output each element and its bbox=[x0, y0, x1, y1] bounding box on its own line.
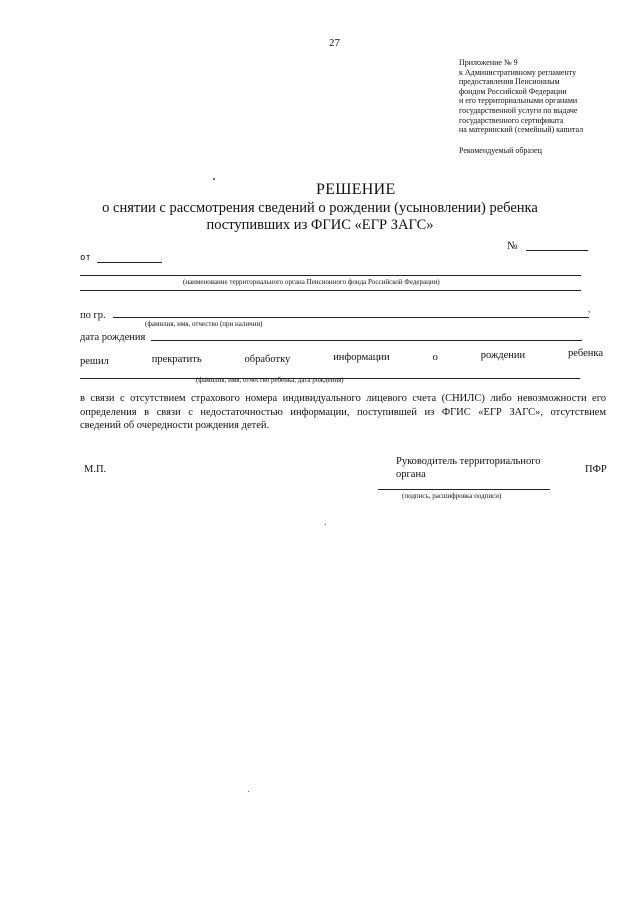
document-subtitle-line2: поступивших из ФГИС «ЕГР ЗАГС» bbox=[206, 217, 434, 233]
document-subtitle-line1: о снятии с рассмотрения сведений о рождении (усыновлении) ребенка bbox=[102, 200, 538, 216]
child-caption: (фамилия, имя, отчество ребенка, дата рождения) bbox=[196, 376, 344, 384]
document-title: РЕШЕНИЕ bbox=[316, 181, 396, 198]
decision-word: обработку bbox=[244, 354, 291, 365]
decision-word: решил bbox=[80, 356, 109, 367]
appendix-line: на материнский (семейный) капитал bbox=[459, 125, 584, 135]
scan-speck bbox=[248, 791, 249, 792]
appendix-line: к Административному регламенту bbox=[459, 67, 577, 77]
appendix-line: и его территориальными органами bbox=[459, 96, 578, 106]
appendix-line: Приложение № 9 bbox=[459, 58, 518, 67]
signature-field[interactable] bbox=[378, 489, 550, 490]
appendix-line: государственной услуги по выдаче bbox=[459, 105, 578, 115]
org-caption: (наименование территориального органа Пенсионного фонда Российской Федерации) bbox=[183, 278, 440, 286]
org-name-field[interactable] bbox=[80, 275, 581, 276]
decision-word: информации bbox=[333, 352, 390, 363]
appendix-line: предоставления Пенсионным bbox=[459, 77, 560, 87]
appendix-block bbox=[459, 58, 583, 135]
stamp-label: М.П. bbox=[84, 464, 107, 475]
scan-speck bbox=[213, 178, 215, 180]
citizen-name-field[interactable] bbox=[113, 317, 589, 318]
appendix-line: государственного сертификата bbox=[459, 115, 564, 125]
number-field[interactable] bbox=[526, 250, 588, 251]
birthdate-field[interactable] bbox=[151, 340, 582, 341]
from-label: от bbox=[80, 253, 91, 263]
appendix-line: фондом Российской Федерации bbox=[459, 86, 567, 96]
comma-mark: , bbox=[588, 304, 591, 314]
pfr-label: ПФР bbox=[585, 464, 607, 475]
reason-line: в связи с отсутствием страхового номера индивидуального лицевого счета (СНИЛС) либо невозможности его bbox=[80, 393, 606, 404]
signature-caption: (подпись, расшифровка подписи) bbox=[402, 492, 502, 500]
sample-note: Рекомендуемый образец bbox=[459, 146, 542, 155]
decision-word: о bbox=[432, 352, 438, 363]
from-date-field[interactable] bbox=[97, 262, 162, 263]
reason-paragraph bbox=[80, 392, 606, 433]
citizen-caption: (фамилия, имя, отчество (при наличии) bbox=[145, 320, 263, 328]
page-number: 27 bbox=[329, 37, 340, 49]
scan-speck bbox=[325, 524, 326, 525]
reason-line: сведений об очередности рождения детей. bbox=[80, 420, 270, 431]
citizen-label: по гр. bbox=[80, 310, 106, 321]
decision-line bbox=[80, 350, 603, 367]
decision-word: ребенка bbox=[568, 348, 603, 359]
org-name-field-continued[interactable] bbox=[80, 290, 581, 291]
head-title-line1: Руководитель территориального bbox=[396, 456, 541, 467]
decision-word: рождении bbox=[480, 350, 526, 361]
birthdate-label: дата рождения bbox=[80, 332, 146, 343]
decision-word: прекратить bbox=[151, 354, 202, 365]
reason-line: определения в связи с недостаточностью информации, поступившей из ФГИС «ЕГР ЗАГС», отсутствием bbox=[80, 406, 606, 418]
head-title-line2: органа bbox=[396, 469, 426, 480]
number-label: № bbox=[507, 240, 518, 252]
